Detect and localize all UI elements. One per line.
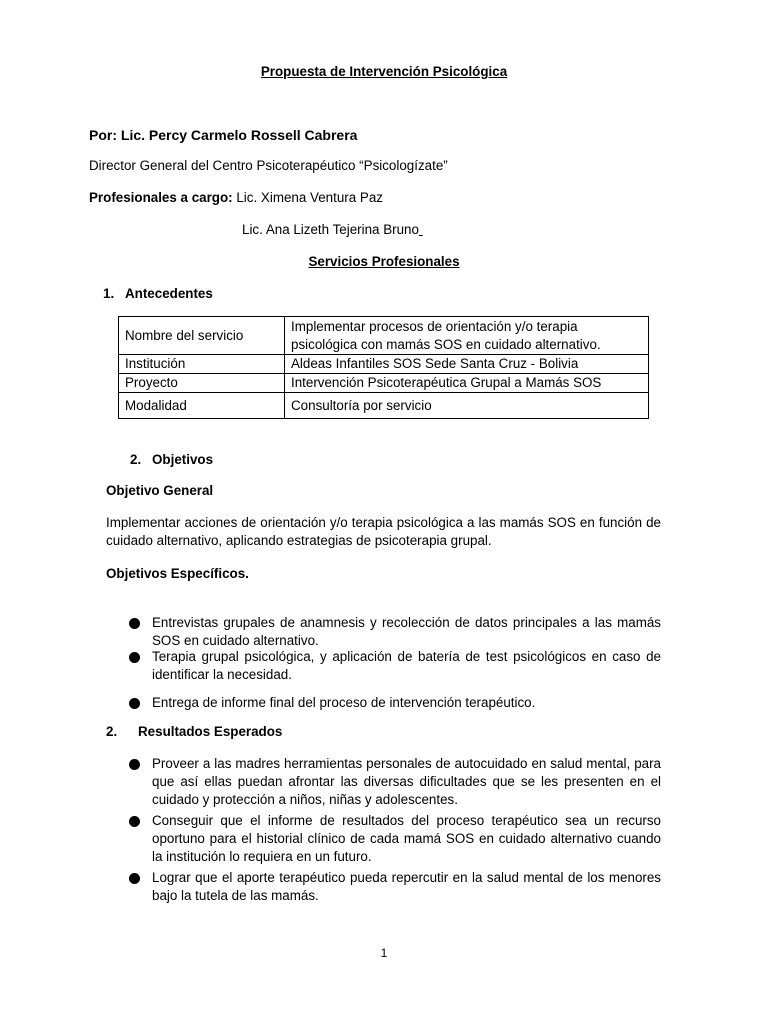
- table-row: [119, 393, 649, 419]
- bullet-icon: [129, 618, 140, 629]
- table-row: [119, 317, 649, 355]
- bullet-icon: [129, 816, 140, 827]
- professional-2: Lic. Ana Lizeth Tejerina Bruno: [242, 222, 419, 237]
- specific-objective-item: Entrevistas grupales de anamnesis y recolección de datos principales a las mamás SOS en cuidado alternativo.: [152, 615, 661, 648]
- table-cell-value: Aldeas Infantiles SOS Sede Santa Cruz - Bolivia: [285, 355, 649, 374]
- bullet-icon: [129, 873, 140, 884]
- table-row: [119, 374, 649, 393]
- section3-heading: Resultados Esperados: [138, 724, 283, 739]
- professional-1: Lic. Ximena Ventura Paz: [232, 190, 383, 205]
- table-cell-key: Nombre del servicio: [119, 317, 285, 355]
- section1-number: 1.: [103, 286, 115, 301]
- table-cell-value: Consultoría por servicio: [285, 393, 649, 419]
- professionals-colon: :: [228, 190, 233, 205]
- table-cell-key: Institución: [119, 355, 285, 374]
- document-title: Propuesta de Intervención Psicológica: [260, 64, 508, 79]
- table-cell-key: Proyecto: [119, 374, 285, 393]
- general-objective-text: Implementar acciones de orientación y/o terapia psicológica a las mamás SOS en función de cuidado alternativo, aplicando estrategias de psicoterapia grupal.: [106, 515, 661, 548]
- services-table: [118, 316, 649, 419]
- specific-objectives-heading: Objetivos Específicos.: [106, 566, 249, 581]
- specific-objective-item: Entrega de informe final del proceso de intervención terapéutico.: [152, 695, 536, 710]
- bullet-icon: [129, 652, 140, 663]
- professionals-line: [89, 189, 383, 207]
- section3-number: 2.: [106, 724, 118, 739]
- general-objective-heading: Objetivo General: [106, 483, 214, 498]
- expected-result-item: Proveer a las madres herramientas personales de autocuidado en salud mental, para que así ellas puedan afrontar las diversas dificultades que se les presenten en el cuidado y protección a niños, niñas y adolescentes.: [152, 756, 661, 807]
- specific-objective-item: Terapia grupal psicológica, y aplicación de batería de test psicológicos en caso de identificar la necesidad.: [152, 649, 661, 682]
- section1-heading: Antecedentes: [125, 286, 213, 301]
- services-heading: Servicios Profesionales: [308, 254, 460, 269]
- professionals-label: Profesionales a cargo: [89, 190, 229, 205]
- professional-2-line: [242, 221, 423, 239]
- table-cell-key: Modalidad: [119, 393, 285, 419]
- section2-heading: Objetivos: [152, 452, 214, 467]
- section2-number: 2.: [130, 452, 142, 467]
- expected-result-item: Conseguir que el informe de resultados del proceso terapéutico sea un recurso oportuno para el historial clínico de cada mamá SOS en cuidado alternativo cuando la institución lo requiera en un futuro.: [152, 813, 661, 864]
- author-line: Por: Lic. Percy Carmelo Rossell Cabrera: [89, 127, 358, 143]
- bullet-icon: [129, 698, 140, 709]
- table-cell-value: Implementar procesos de orientación y/o terapia psicológica con mamás SOS en cuidado alternativo.: [285, 317, 649, 355]
- table-cell-value: Intervención Psicoterapéutica Grupal a Mamás SOS: [285, 374, 649, 393]
- page-number: 1: [380, 946, 388, 960]
- director-line: Director General del Centro Psicoterapéutico “Psicologízate”: [89, 158, 448, 173]
- expected-result-item: Lograr que el aporte terapéutico pueda repercutir en la salud mental de los menores bajo la tutela de las mamás.: [152, 870, 661, 903]
- table-row: [119, 355, 649, 374]
- bullet-icon: [129, 759, 140, 770]
